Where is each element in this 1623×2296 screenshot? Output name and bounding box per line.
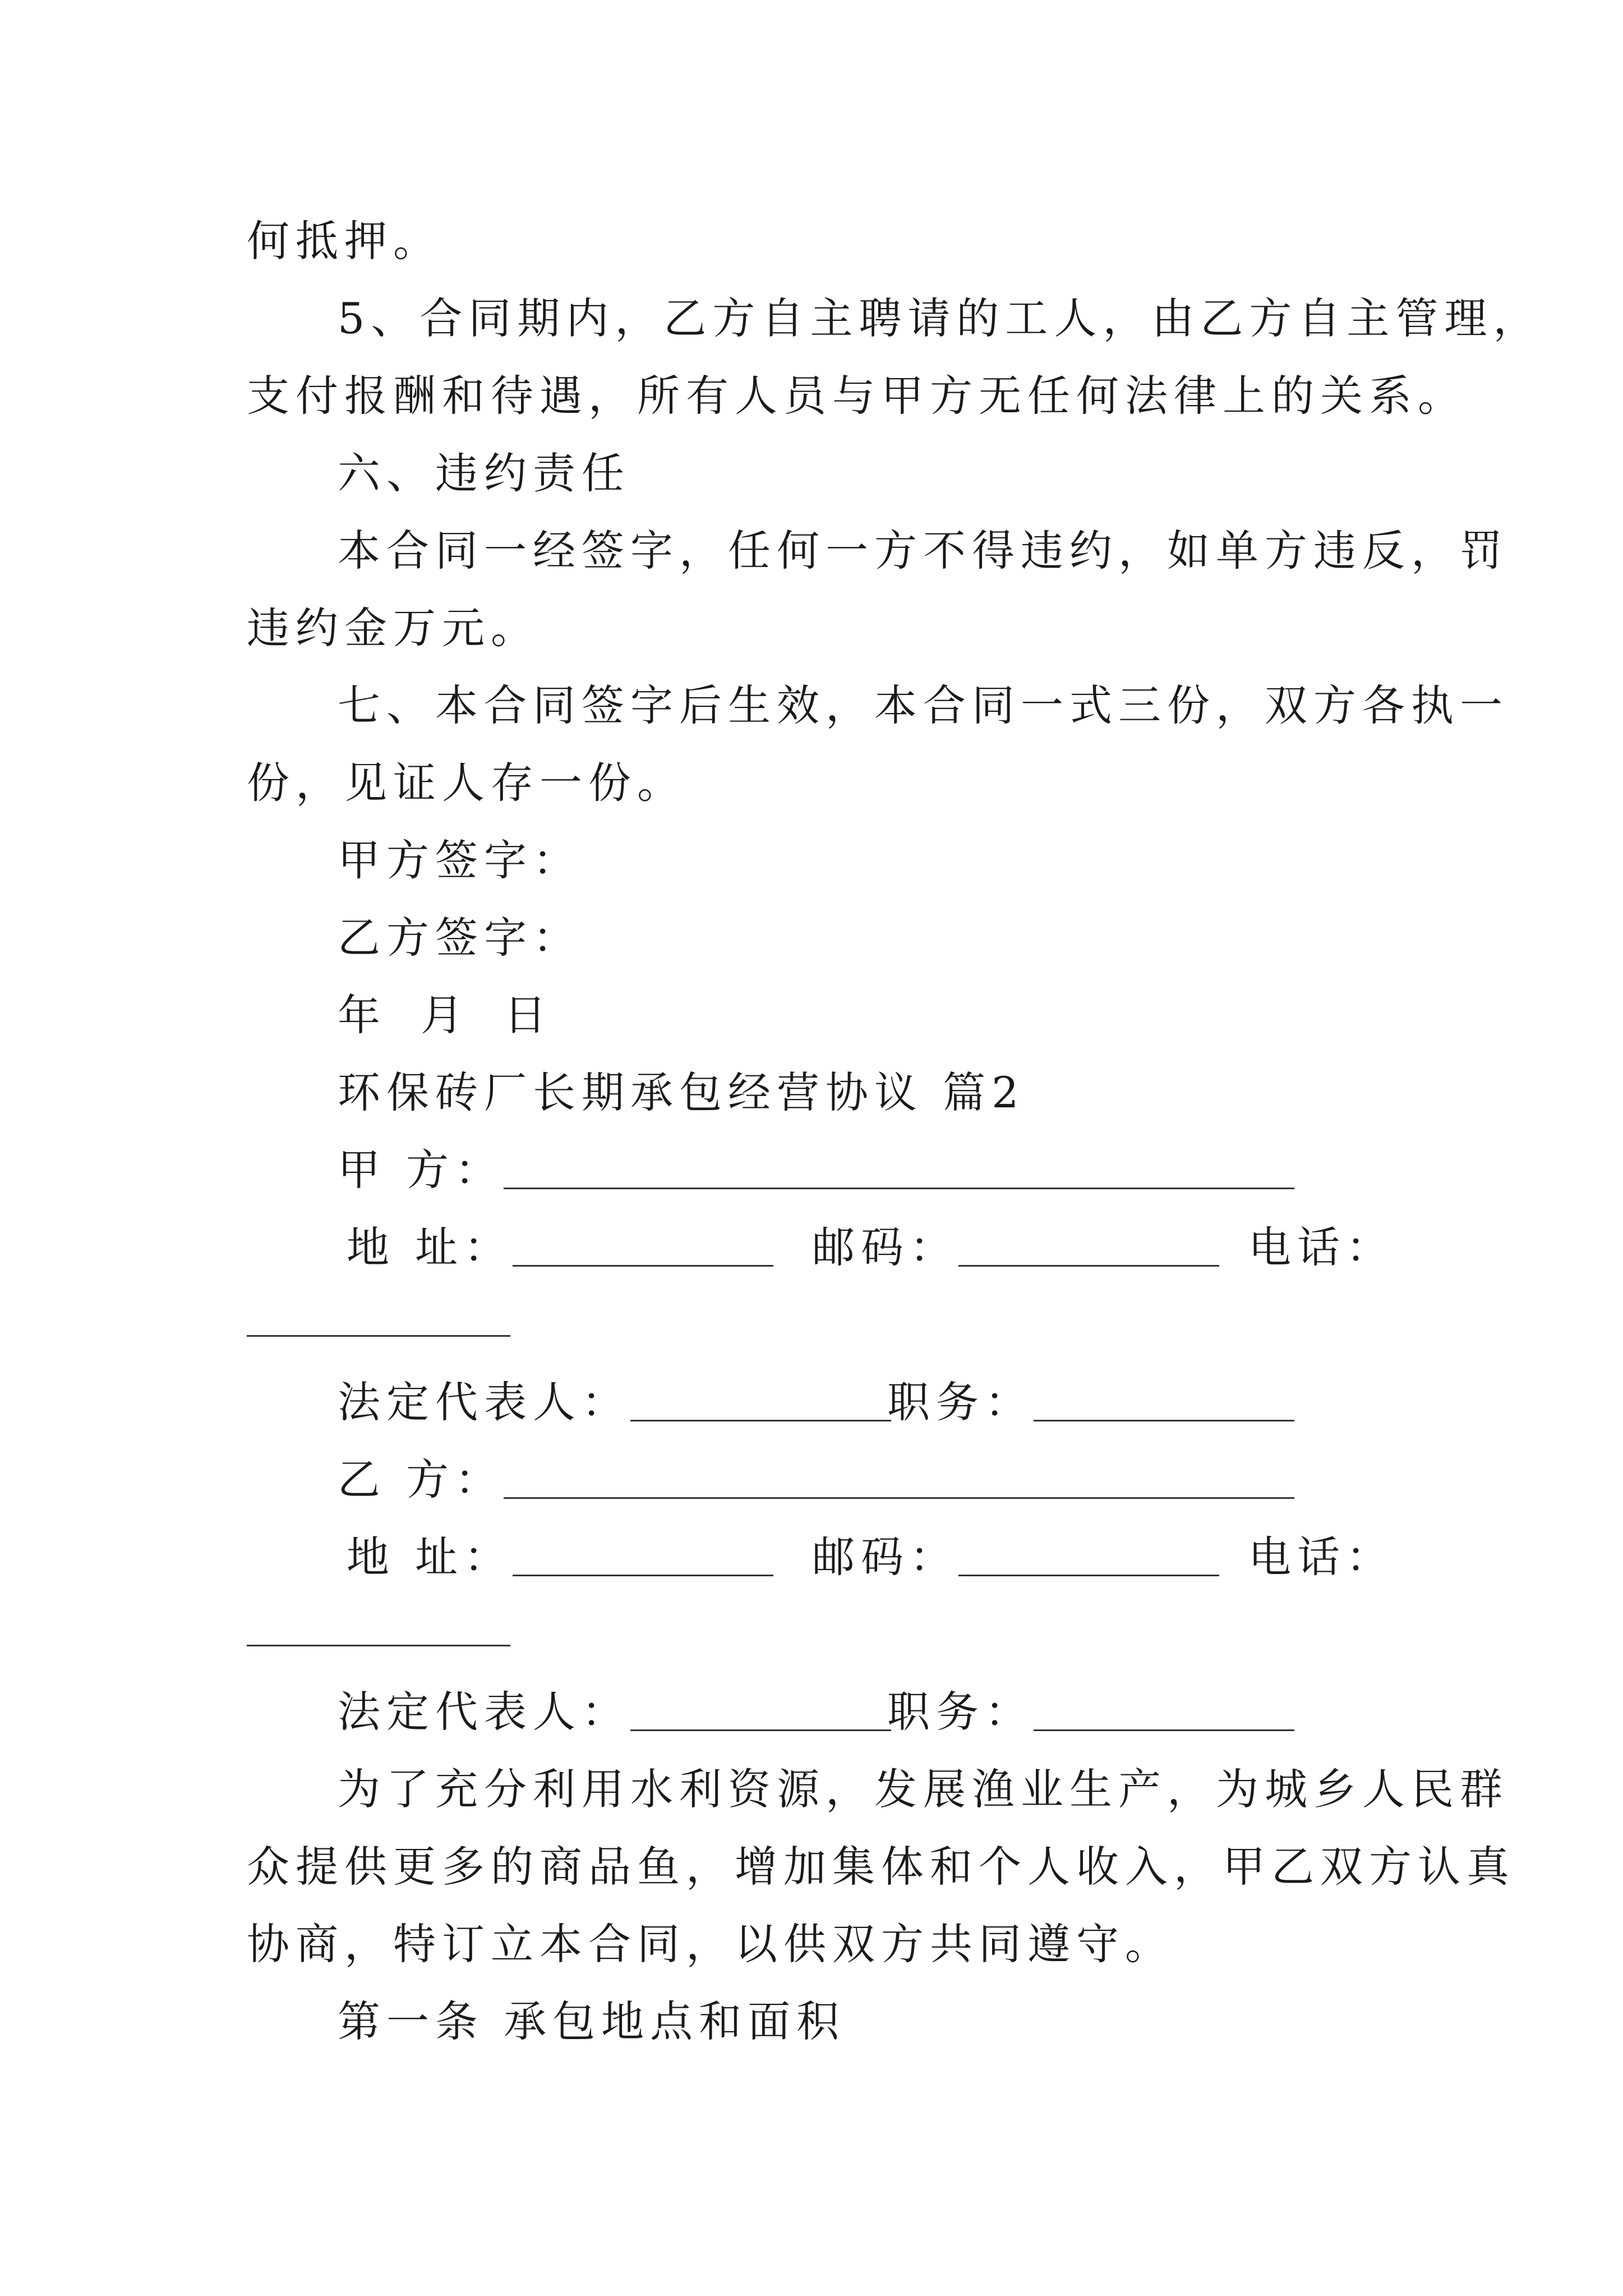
postcode-blank [958, 1540, 1219, 1576]
clause-5-line-2: 支付报酬和待遇，所有人员与甲方无任何法律上的关系。 [247, 371, 1467, 421]
party-b-label: 乙 方： [338, 1455, 504, 1504]
party-b-postcode-row [812, 1529, 1219, 1585]
position-blank [1034, 1695, 1294, 1731]
preamble-line-1: 为了充分利用水利资源，发展渔业生产，为城乡人民群 [338, 1764, 1509, 1814]
agreement-title-2: 环保砖厂长期承包经营协议 篇2 [338, 1068, 1025, 1117]
position-label: 职务： [887, 1687, 1034, 1737]
position-label: 职务： [887, 1377, 1034, 1427]
clause-5-line-1: 5、合同期内，乙方自主聘请的工人，由乙方自主管理， [338, 293, 1542, 343]
legal-rep-blank [630, 1695, 891, 1731]
party-a-label: 甲 方： [338, 1145, 504, 1195]
postcode-label: 邮码： [812, 1222, 958, 1272]
breach-line-1: 本合同一经签字，任何一方不得违约，如单方违反，罚 [338, 526, 1509, 576]
party-a-row [338, 1142, 1294, 1198]
clause-7-line-2: 份，见证人存一份。 [247, 758, 686, 808]
position-blank [1034, 1385, 1294, 1421]
section-heading-breach: 六、违约责任 [338, 448, 630, 498]
date-line: 年 月 日 [338, 990, 560, 1040]
party-a-phone-blank [247, 1335, 510, 1337]
party-a-blank [504, 1153, 1294, 1189]
paragraph-line: 何抵押。 [247, 216, 442, 266]
party-a-position-row [887, 1374, 1294, 1430]
postcode-label: 邮码： [812, 1532, 958, 1582]
party-a-phone-label: 电话： [1248, 1222, 1395, 1272]
clause-7-line-1: 七、本合同签字后生效，本合同一式三份，双方各执一 [338, 680, 1509, 730]
legal-rep-label: 法定代表人： [338, 1687, 630, 1737]
party-b-row [338, 1452, 1294, 1508]
preamble-line-3: 协商，特订立本合同，以供双方共同遵守。 [247, 1919, 1174, 1969]
party-a-signature-label: 甲方签字： [338, 835, 582, 885]
address-label: 地 址： [347, 1532, 513, 1582]
party-b-blank [504, 1462, 1294, 1499]
party-b-position-row [887, 1684, 1294, 1740]
party-b-signature-label: 乙方签字： [338, 913, 582, 963]
breach-line-2: 违约金万元。 [247, 603, 540, 653]
party-a-postcode-row [812, 1220, 1219, 1276]
party-b-phone-blank [247, 1645, 510, 1646]
article-1-heading: 第一条 承包地点和面积 [338, 1996, 846, 2046]
legal-rep-blank [630, 1385, 891, 1421]
party-b-phone-label: 电话： [1248, 1532, 1395, 1582]
preamble-line-2: 众提供更多的商品鱼，增加集体和个人收入，甲乙双方认真 [247, 1842, 1515, 1892]
address-blank [513, 1230, 773, 1267]
address-blank [513, 1540, 773, 1576]
address-label: 地 址： [347, 1222, 513, 1272]
party-a-address-row [347, 1220, 773, 1276]
legal-rep-label: 法定代表人： [338, 1377, 630, 1427]
postcode-blank [958, 1230, 1219, 1267]
party-b-rep-row [338, 1684, 891, 1740]
party-b-address-row [347, 1529, 773, 1585]
party-a-rep-row [338, 1374, 891, 1430]
